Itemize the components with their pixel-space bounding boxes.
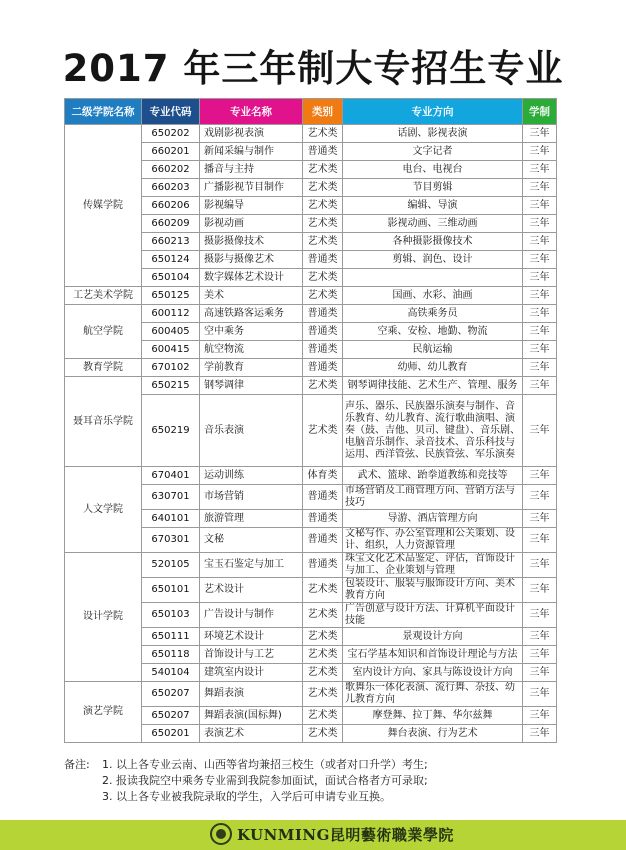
major-duration: 三年 xyxy=(523,323,557,341)
major-category: 普通类 xyxy=(303,553,343,578)
major-category: 艺术类 xyxy=(303,287,343,305)
notes-label: 备注: xyxy=(64,758,90,771)
major-direction: 武术、篮球、跆拳道教练和竞技等 xyxy=(343,467,523,485)
major-duration: 三年 xyxy=(523,269,557,287)
table-row xyxy=(65,682,557,707)
major-duration: 三年 xyxy=(523,485,557,510)
major-name: 播音与主持 xyxy=(200,161,303,179)
major-name: 宝玉石鉴定与加工 xyxy=(200,553,303,578)
major-direction: 钢琴调律技能、艺术生产、管理、服务 xyxy=(343,377,523,395)
major-code: 650104 xyxy=(142,269,200,287)
major-code: 540104 xyxy=(142,664,200,682)
major-category: 艺术类 xyxy=(303,125,343,143)
major-category: 艺术类 xyxy=(303,269,343,287)
college-name: 传媒学院 xyxy=(65,125,142,287)
major-category: 艺术类 xyxy=(303,707,343,725)
school-name: KUNMING昆明藝術職業學院 xyxy=(237,825,454,844)
table-body xyxy=(65,125,557,743)
major-code: 660209 xyxy=(142,215,200,233)
major-name: 广播影视节目制作 xyxy=(200,179,303,197)
major-code: 650215 xyxy=(142,377,200,395)
major-name: 运动训练 xyxy=(200,467,303,485)
major-category: 艺术类 xyxy=(303,197,343,215)
table-row xyxy=(65,305,557,323)
major-name: 艺术设计 xyxy=(200,578,303,603)
major-duration: 三年 xyxy=(523,707,557,725)
major-category: 普通类 xyxy=(303,251,343,269)
major-category: 艺术类 xyxy=(303,646,343,664)
major-name: 文秘 xyxy=(200,528,303,553)
major-category: 艺术类 xyxy=(303,233,343,251)
major-duration: 三年 xyxy=(523,682,557,707)
major-direction: 国画、水彩、油画 xyxy=(343,287,523,305)
college-name: 设计学院 xyxy=(65,553,142,682)
major-category: 体育类 xyxy=(303,467,343,485)
college-name: 演艺学院 xyxy=(65,682,142,743)
major-direction: 歌舞乐一体化表演、流行舞、杂技、幼儿教育方向 xyxy=(343,682,523,707)
major-direction: 声乐、器乐、民族器乐演奏与制作、音乐教育、幼儿教育、流行歌曲演唱、演奏（鼓、吉他、贝司、键盘）、音乐剧、电脑音乐制作、录音技术、音乐科技与运用、西洋管弦、民族管弦、军乐演奏 xyxy=(343,395,523,467)
major-duration: 三年 xyxy=(523,179,557,197)
major-direction: 导游、酒店管理方向 xyxy=(343,510,523,528)
major-duration: 三年 xyxy=(523,664,557,682)
major-duration: 三年 xyxy=(523,305,557,323)
major-duration: 三年 xyxy=(523,233,557,251)
major-code: 600405 xyxy=(142,323,200,341)
major-name: 首饰设计与工艺 xyxy=(200,646,303,664)
major-category: 艺术类 xyxy=(303,161,343,179)
table-header-row xyxy=(65,99,557,125)
major-code: 650207 xyxy=(142,707,200,725)
major-category: 普通类 xyxy=(303,359,343,377)
major-category: 普通类 xyxy=(303,323,343,341)
major-direction: 高铁乘务员 xyxy=(343,305,523,323)
header-category: 类别 xyxy=(303,99,343,125)
major-code: 600112 xyxy=(142,305,200,323)
major-category: 艺术类 xyxy=(303,682,343,707)
major-duration: 三年 xyxy=(523,553,557,578)
major-direction: 珠宝文化艺术品鉴定、评估，首饰设计与加工、企业策划与管理 xyxy=(343,553,523,578)
note-item: 1. 以上各专业云南、山西等省均兼招三校生（或者对口升学）考生; xyxy=(102,758,428,771)
major-duration: 三年 xyxy=(523,528,557,553)
major-code: 600415 xyxy=(142,341,200,359)
major-duration: 三年 xyxy=(523,510,557,528)
majors-table xyxy=(64,98,557,743)
college-name: 教育学院 xyxy=(65,359,142,377)
major-direction: 电台、电视台 xyxy=(343,161,523,179)
major-duration: 三年 xyxy=(523,197,557,215)
major-duration: 三年 xyxy=(523,377,557,395)
major-direction: 空乘、安检、地勤、物流 xyxy=(343,323,523,341)
major-duration: 三年 xyxy=(523,725,557,743)
major-code: 640101 xyxy=(142,510,200,528)
major-direction: 民航运输 xyxy=(343,341,523,359)
major-category: 艺术类 xyxy=(303,377,343,395)
major-duration: 三年 xyxy=(523,603,557,628)
major-direction: 幼师、幼儿教育 xyxy=(343,359,523,377)
table-row xyxy=(65,377,557,395)
major-category: 普通类 xyxy=(303,341,343,359)
school-emblem-icon xyxy=(210,823,232,845)
major-category: 普通类 xyxy=(303,528,343,553)
major-code: 650202 xyxy=(142,125,200,143)
major-direction: 包装设计、服装与服饰设计方向、美术教育方向 xyxy=(343,578,523,603)
major-direction: 编辑、导演 xyxy=(343,197,523,215)
major-code: 650101 xyxy=(142,578,200,603)
note-item: 2. 报读我院空中乘务专业需到我院参加面试，面试合格者方可录取; xyxy=(102,774,428,787)
major-direction: 剪辑、润色、设计 xyxy=(343,251,523,269)
major-code: 650219 xyxy=(142,395,200,467)
major-category: 普通类 xyxy=(303,510,343,528)
major-direction: 文秘写作、办公室管理和公关策划、设计、组织，人力资源管理 xyxy=(343,528,523,553)
major-code: 650201 xyxy=(142,725,200,743)
major-direction: 节目剪辑 xyxy=(343,179,523,197)
major-code: 630701 xyxy=(142,485,200,510)
major-name: 建筑室内设计 xyxy=(200,664,303,682)
major-code: 650125 xyxy=(142,287,200,305)
table-row xyxy=(65,287,557,305)
major-name: 环境艺术设计 xyxy=(200,628,303,646)
major-direction: 市场营销及工商管理方向、营销方法与技巧 xyxy=(343,485,523,510)
major-duration: 三年 xyxy=(523,143,557,161)
major-code: 520105 xyxy=(142,553,200,578)
major-code: 660213 xyxy=(142,233,200,251)
major-direction xyxy=(343,269,523,287)
major-duration: 三年 xyxy=(523,395,557,467)
header-duration: 学制 xyxy=(523,99,557,125)
major-name: 广告设计与制作 xyxy=(200,603,303,628)
major-code: 650124 xyxy=(142,251,200,269)
table-row xyxy=(65,125,557,143)
major-direction: 室内设计方向、家具与陈设设计方向 xyxy=(343,664,523,682)
footer-logo xyxy=(210,822,454,846)
major-code: 670401 xyxy=(142,467,200,485)
major-category: 普通类 xyxy=(303,143,343,161)
major-code: 650103 xyxy=(142,603,200,628)
major-direction: 摩登舞、拉丁舞、华尔兹舞 xyxy=(343,707,523,725)
major-code: 660206 xyxy=(142,197,200,215)
college-name: 聂耳音乐学院 xyxy=(65,377,142,467)
major-category: 艺术类 xyxy=(303,179,343,197)
major-code: 670102 xyxy=(142,359,200,377)
major-direction: 话剧、影视表演 xyxy=(343,125,523,143)
major-duration: 三年 xyxy=(523,125,557,143)
major-duration: 三年 xyxy=(523,287,557,305)
major-name: 市场营销 xyxy=(200,485,303,510)
major-duration: 三年 xyxy=(523,251,557,269)
major-category: 艺术类 xyxy=(303,725,343,743)
major-code: 660202 xyxy=(142,161,200,179)
college-name: 人文学院 xyxy=(65,467,142,553)
major-category: 艺术类 xyxy=(303,628,343,646)
major-name: 空中乘务 xyxy=(200,323,303,341)
page-title: 2017 年三年制大专招生专业 xyxy=(62,47,564,90)
table-row xyxy=(65,467,557,485)
major-code: 660203 xyxy=(142,179,200,197)
major-duration: 三年 xyxy=(523,467,557,485)
major-name: 高速铁路客运乘务 xyxy=(200,305,303,323)
major-name: 美术 xyxy=(200,287,303,305)
major-name: 影视编导 xyxy=(200,197,303,215)
major-direction: 文字记者 xyxy=(343,143,523,161)
table-row xyxy=(65,359,557,377)
major-duration: 三年 xyxy=(523,646,557,664)
major-direction: 各种摄影摄像技术 xyxy=(343,233,523,251)
header-college: 二级学院名称 xyxy=(65,99,142,125)
major-name: 音乐表演 xyxy=(200,395,303,467)
major-duration: 三年 xyxy=(523,578,557,603)
major-category: 艺术类 xyxy=(303,215,343,233)
major-duration: 三年 xyxy=(523,628,557,646)
note-item: 3. 以上各专业被我院录取的学生，入学后可申请专业互换。 xyxy=(102,790,391,803)
major-code: 660201 xyxy=(142,143,200,161)
major-duration: 三年 xyxy=(523,161,557,179)
major-code: 670301 xyxy=(142,528,200,553)
major-name: 钢琴调律 xyxy=(200,377,303,395)
major-code: 650118 xyxy=(142,646,200,664)
college-name: 航空学院 xyxy=(65,305,142,359)
major-direction: 影视动画、三维动画 xyxy=(343,215,523,233)
major-name: 数字媒体艺术设计 xyxy=(200,269,303,287)
major-code: 650207 xyxy=(142,682,200,707)
major-name: 航空物流 xyxy=(200,341,303,359)
major-direction: 景观设计方向 xyxy=(343,628,523,646)
major-direction: 宝石学基本知识和首饰设计理论与方法 xyxy=(343,646,523,664)
major-name: 旅游管理 xyxy=(200,510,303,528)
major-name: 舞蹈表演(国标舞) xyxy=(200,707,303,725)
major-category: 艺术类 xyxy=(303,578,343,603)
college-name: 工艺美术学院 xyxy=(65,287,142,305)
major-duration: 三年 xyxy=(523,215,557,233)
major-duration: 三年 xyxy=(523,359,557,377)
table-row xyxy=(65,553,557,578)
header-name: 专业名称 xyxy=(200,99,303,125)
major-category: 普通类 xyxy=(303,305,343,323)
major-direction: 广告创意与设计方法、计算机平面设计技能 xyxy=(343,603,523,628)
major-name: 影视动画 xyxy=(200,215,303,233)
major-name: 摄影摄像技术 xyxy=(200,233,303,251)
major-name: 学前教育 xyxy=(200,359,303,377)
major-code: 650111 xyxy=(142,628,200,646)
major-name: 舞蹈表演 xyxy=(200,682,303,707)
major-name: 戏剧影视表演 xyxy=(200,125,303,143)
header-direction: 专业方向 xyxy=(343,99,523,125)
major-category: 艺术类 xyxy=(303,603,343,628)
major-name: 摄影与摄像艺术 xyxy=(200,251,303,269)
major-direction: 舞台表演、行为艺术 xyxy=(343,725,523,743)
major-category: 艺术类 xyxy=(303,395,343,467)
header-code: 专业代码 xyxy=(142,99,200,125)
major-category: 普通类 xyxy=(303,485,343,510)
major-duration: 三年 xyxy=(523,341,557,359)
major-name: 表演艺术 xyxy=(200,725,303,743)
major-category: 艺术类 xyxy=(303,664,343,682)
major-name: 新闻采编与制作 xyxy=(200,143,303,161)
